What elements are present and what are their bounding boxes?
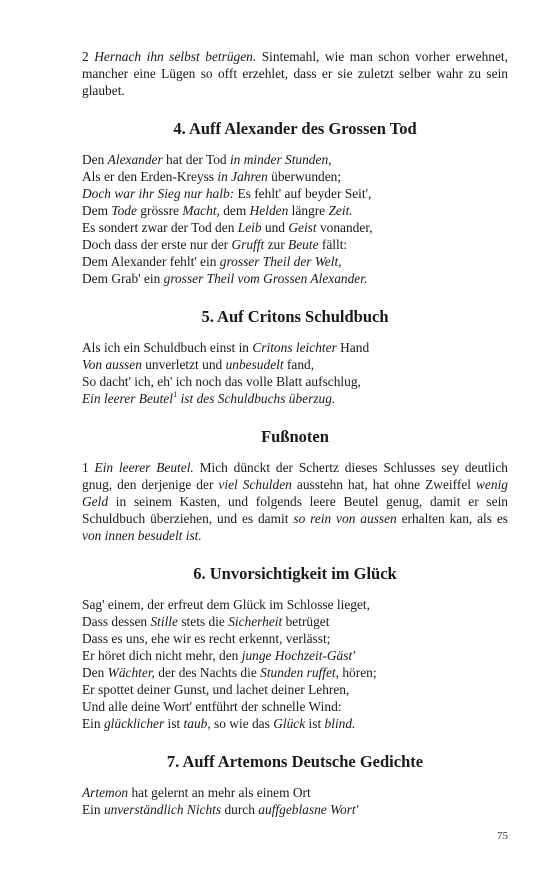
italic-text: Glück	[273, 716, 306, 731]
italic-text: Wächter,	[107, 665, 155, 680]
text-segment: Hand	[336, 340, 370, 355]
text-segment: Den	[82, 665, 108, 680]
text-segment: So dacht' ich, eh' ich noch das volle Blatt aufschlug,	[82, 374, 361, 389]
text-segment: Er höret dich nicht mehr, den	[82, 648, 242, 663]
italic-text: Grufft	[231, 237, 265, 252]
text-segment: ist	[164, 716, 184, 731]
italic-text: Von aussen	[82, 357, 142, 372]
text-segment: erhalten kan, als es	[396, 511, 508, 526]
text-segment: Es sondert zwar der Tod den	[82, 220, 238, 235]
verse-line	[82, 219, 508, 236]
italic-text: Doch war ihr Sieg nur halb:	[82, 186, 235, 201]
italic-text: Geist	[288, 220, 317, 235]
verse-line	[82, 784, 508, 801]
italic-text: ist des Schuldbuchs überzug.	[177, 391, 336, 406]
italic-text: Sicherheit	[228, 614, 283, 629]
text-segment: ist	[305, 716, 325, 731]
italic-text: in Jahren	[217, 169, 268, 184]
text-segment: überwunden;	[267, 169, 342, 184]
italic-text: auffgeblasne Wort'	[258, 802, 359, 817]
text-segment: und	[261, 220, 289, 235]
text-segment: Dem Grab' ein	[82, 271, 164, 286]
text-segment: grössre	[136, 203, 183, 218]
text-segment: betrüget	[282, 614, 330, 629]
text-segment: ausstehn hat, hat ohne Zweiffel	[291, 477, 476, 492]
text-segment: Dem	[82, 203, 112, 218]
verse-line	[82, 168, 508, 185]
italic-text: junge Hochzeit-Gäst'	[241, 648, 356, 663]
heading-poem-6: 6. Unvorsichtigkeit im Glück	[193, 564, 397, 583]
italic-text: Stunden ruffet,	[260, 665, 339, 680]
text-segment: Ein	[82, 716, 104, 731]
text-segment: hat gelernt an mehr als einem Ort	[128, 785, 311, 800]
text-segment: der des Nachts die	[154, 665, 261, 680]
text-segment: zur	[264, 237, 289, 252]
text-segment: Doch dass der erste nur der	[82, 237, 232, 252]
text-segment: fand,	[283, 357, 315, 372]
text-segment: Sag' einem, der erfreut dem Glück im Schlosse lieget,	[82, 597, 370, 612]
heading-poem-7: 7. Auff Artemons Deutsche Gedichte	[166, 752, 424, 771]
text-segment: Ein	[82, 802, 104, 817]
footnote-1	[82, 459, 508, 544]
text-segment: Dem Alexander fehlt' ein	[82, 254, 220, 269]
verse-line	[82, 715, 508, 732]
top-footnote	[82, 48, 508, 99]
poem-6-verse	[82, 596, 508, 732]
italic-text: unbesudelt	[225, 357, 284, 372]
italic-text: Ein leerer Beutel.	[94, 460, 194, 475]
verse-line	[82, 630, 508, 647]
page-content	[82, 48, 508, 818]
italic-text: Helden	[249, 203, 289, 218]
italic-text: Critons leichter	[252, 340, 337, 355]
verse-line	[82, 236, 508, 253]
italic-text: grosser Theil vom Grossen Alexander.	[163, 271, 368, 286]
verse-line	[82, 647, 508, 664]
top-footnote-number: 2	[82, 49, 89, 64]
heading-poem-4: 4. Auff Alexander des Grossen Tod	[173, 119, 417, 138]
text-segment: Er spottet deiner Gunst, und lachet deiner Lehren,	[82, 682, 350, 697]
italic-text: Alexander	[107, 152, 163, 167]
verse-line	[82, 151, 508, 168]
italic-text: Macht,	[182, 203, 220, 218]
poem-7-verse	[82, 784, 508, 818]
text-segment: unverletzt und	[141, 357, 226, 372]
top-footnote-text: Sintemahl, wie man schon vorher erwehnet, mancher eine Lügen so offt erzehlet, dass er sie zuletzt selber wahr zu sein glaubet.	[82, 49, 508, 98]
italic-text: grosser Theil der Welt,	[219, 254, 342, 269]
text-segment: Als ich ein Schuldbuch einst in	[82, 340, 253, 355]
footnote-ref: 1	[172, 389, 178, 399]
italic-text: viel Schulden	[218, 477, 292, 492]
text-segment: Dass es uns, ehe wir es recht erkennt, verlässt;	[82, 631, 331, 646]
italic-text: Artemon	[82, 785, 129, 800]
italic-text: blind.	[324, 716, 356, 731]
verse-line	[82, 202, 508, 219]
italic-text: Tode	[111, 203, 137, 218]
italic-text: Stille	[150, 614, 178, 629]
verse-line	[82, 596, 508, 613]
italic-text: taub,	[183, 716, 211, 731]
top-footnote-italic: Hernach ihn selbst betrügen.	[94, 49, 257, 64]
text-segment: in seinem Kasten, und folgends leere Beutel genug, damit er sein Schuldbuch überziehen, und es damit	[82, 494, 508, 526]
text-segment: Als er den Erden-Kreyss	[82, 169, 218, 184]
text-segment: Dass dessen	[82, 614, 151, 629]
italic-text: Zeit.	[328, 203, 353, 218]
italic-text: in minder Stunden,	[229, 152, 332, 167]
verse-line	[82, 664, 508, 681]
italic-text: glücklicher	[103, 716, 165, 731]
text-segment: Mich dünckt der Schertz dieses Schlusses sey deutlich gnug, den derjenige der	[82, 460, 508, 492]
text-segment: hören;	[339, 665, 377, 680]
verse-line	[82, 253, 508, 270]
verse-line	[82, 339, 508, 356]
italic-text: wenig Geld	[82, 477, 508, 509]
page-number: 75	[497, 830, 508, 842]
poem-5-verse	[82, 339, 508, 407]
verse-line	[82, 613, 508, 630]
heading-poem-5: 5. Auf Critons Schuldbuch	[201, 307, 389, 326]
italic-text: Leib	[237, 220, 262, 235]
text-segment: hat der Tod	[162, 152, 230, 167]
verse-line	[82, 270, 508, 287]
text-segment: Und alle deine Wort' entführt der schnelle Wind:	[82, 699, 342, 714]
verse-line	[82, 356, 508, 373]
verse-line	[82, 390, 508, 407]
italic-text: so rein von aussen	[293, 511, 397, 526]
text-segment: Es fehlt' auf beyder Seit',	[234, 186, 372, 201]
italic-text: unverständlich Nichts	[103, 802, 222, 817]
text-segment: durch	[221, 802, 259, 817]
italic-text: Ein leerer Beutel	[82, 391, 173, 406]
verse-line	[82, 681, 508, 698]
text-segment: vonander,	[316, 220, 373, 235]
italic-text: von innen besudelt ist.	[82, 528, 202, 543]
heading-footnotes: Fußnoten	[261, 427, 329, 446]
verse-line	[82, 698, 508, 715]
verse-line	[82, 373, 508, 390]
text-segment: 1	[82, 460, 95, 475]
italic-text: Beute	[288, 237, 319, 252]
text-segment: dem	[219, 203, 250, 218]
text-segment: stets die	[177, 614, 229, 629]
verse-line	[82, 185, 508, 202]
text-segment: Den	[82, 152, 108, 167]
text-segment: fällt:	[318, 237, 348, 252]
text-segment: so wie das	[210, 716, 274, 731]
verse-line	[82, 801, 508, 818]
poem-4-verse	[82, 151, 508, 287]
text-segment: längre	[288, 203, 329, 218]
